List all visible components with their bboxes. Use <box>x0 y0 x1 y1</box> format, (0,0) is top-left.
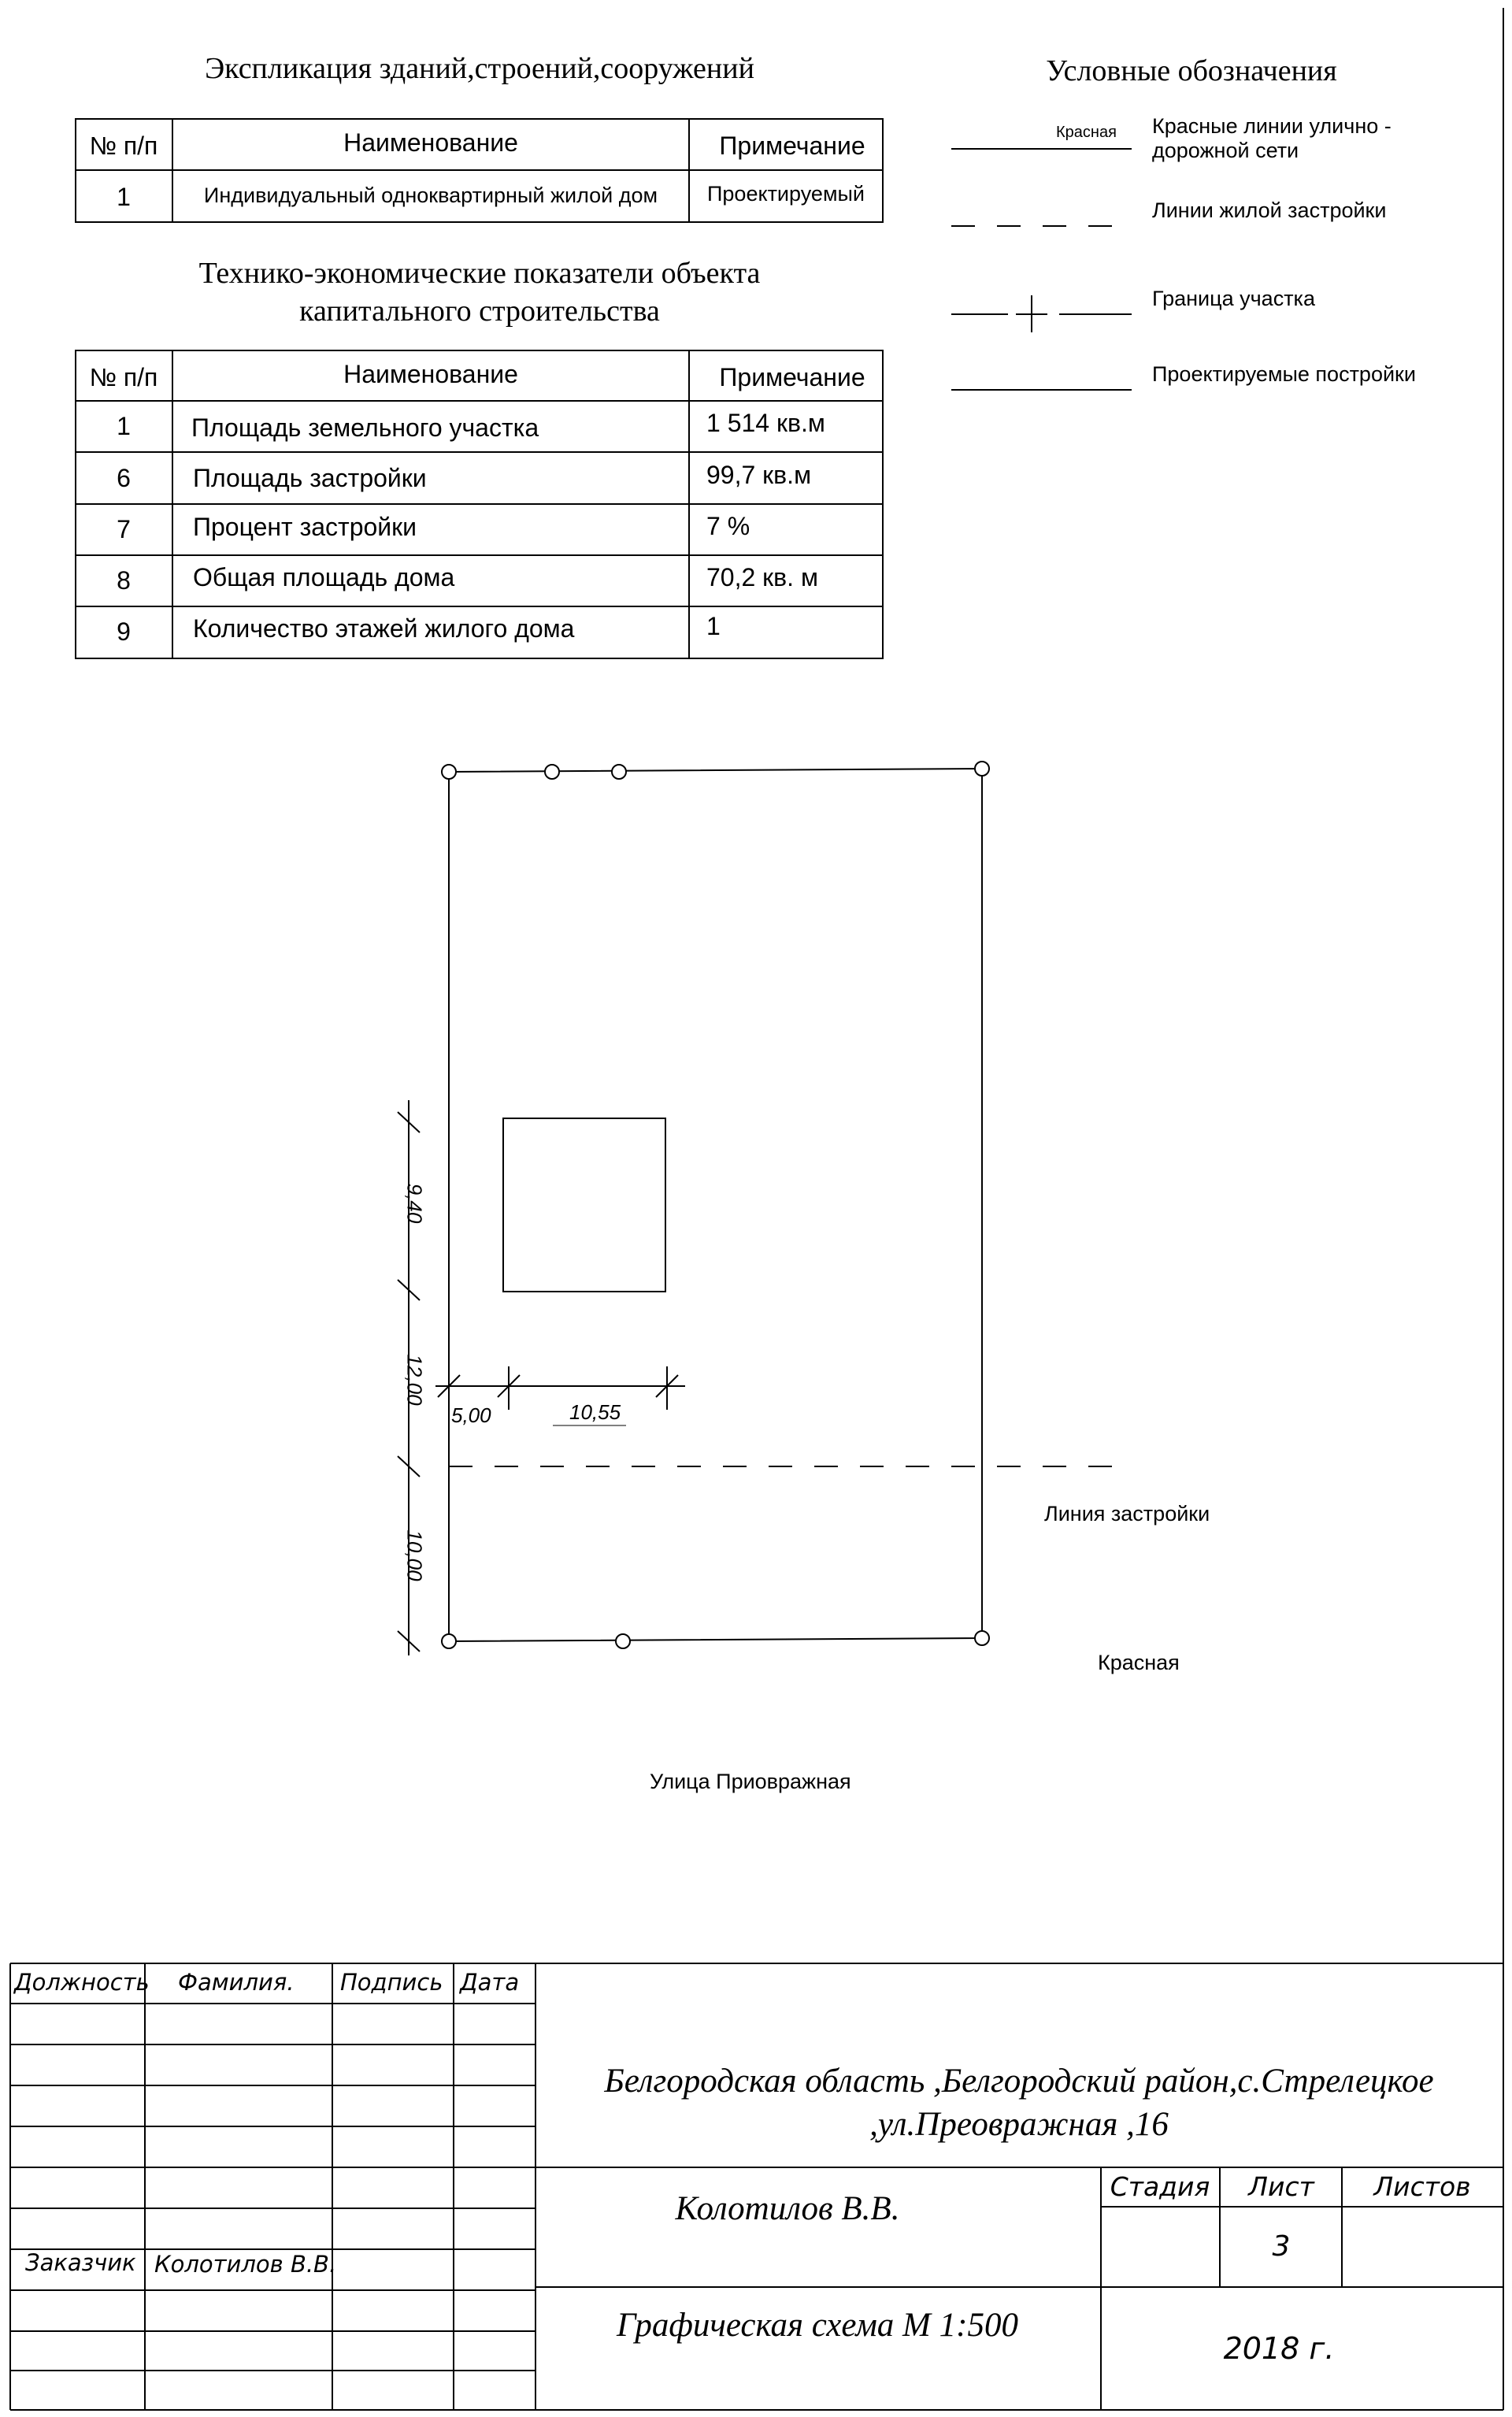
tep-row-number: 1 <box>117 412 131 440</box>
legend-plot-boundary: Граница участка <box>1152 287 1315 310</box>
tep-row-value: 7 % <box>706 512 750 540</box>
tep-header-name: Наименование <box>343 360 518 388</box>
stamp-year: 2018 г. <box>1223 2331 1335 2366</box>
explication-row-name: Индивидуальный одноквартирный жилой дом <box>203 183 658 207</box>
building-line-label: Линия застройки <box>1044 1502 1210 1525</box>
stamp-sheet-label: Лист <box>1248 2171 1314 2202</box>
tep-header-note: Примечание <box>719 363 865 391</box>
explication-header-name: Наименование <box>343 128 518 157</box>
stamp-address-line-1: Белгородская область ,Белгородский район,с.Стрелецкое <box>604 2063 1434 2100</box>
projected-house <box>503 1118 665 1292</box>
legend-projected: Проектируемые постройки <box>1152 362 1416 386</box>
street-name: Улица Приовражная <box>650 1770 851 1793</box>
legend-symbols <box>951 149 1132 390</box>
dimension-label-12-00: 12,00 <box>402 1354 427 1406</box>
legend-building-lines: Линии жилой застройки <box>1152 198 1387 222</box>
explication-row-note: Проектируемый <box>707 182 865 206</box>
tep-row-number: 7 <box>117 515 131 543</box>
stamp-sheet-number: 3 <box>1272 2230 1291 2263</box>
stamp-sheets-label: Листов <box>1373 2171 1471 2202</box>
legend-title: Условные обозначения <box>1046 54 1337 87</box>
dimension-label-10-55: 10,55 <box>569 1400 621 1424</box>
legend-red-line-tag: Красная <box>1056 124 1117 141</box>
legend-red-lines-line-2: дорожной сети <box>1152 139 1299 162</box>
tep-row-value: 1 <box>706 612 721 640</box>
tep-row-value: 1 514 кв.м <box>706 409 825 437</box>
explication-title: Экспликация зданий,строений,сооружений <box>205 52 754 85</box>
tep-row-name: Площадь застройки <box>193 464 427 492</box>
legend-red-lines-line-1: Красные линии улично - <box>1152 114 1392 138</box>
boundary-points <box>442 762 989 1648</box>
tep-row-value: 70,2 кв. м <box>706 563 818 591</box>
dimension-label-10-00: 10,00 <box>402 1529 427 1581</box>
stamp-col-date: Дата <box>460 1969 520 1996</box>
dimension-lines <box>398 1100 685 1655</box>
tep-row-name: Площадь земельного участка <box>191 413 539 442</box>
dimension-label-9-40: 9,40 <box>402 1183 427 1224</box>
explication-header-number: № п/п <box>89 132 158 160</box>
explication-row-number: 1 <box>117 183 131 211</box>
dimension-label-5-00: 5,00 <box>451 1403 491 1427</box>
explication-header-note: Примечание <box>719 132 865 160</box>
stamp-col-signature: Подпись <box>340 1969 443 1996</box>
tep-row-number: 9 <box>117 617 131 646</box>
stamp-drawing-title: Графическая схема М 1:500 <box>617 2307 1018 2344</box>
stamp-col-surname: Фамилия. <box>178 1969 295 1996</box>
stamp-address-line-2: ,ул.Преовражная ,16 <box>869 2106 1169 2143</box>
stamp-col-position: Должность <box>14 1969 150 1996</box>
tep-title-line-2: капитального строительства <box>299 295 660 328</box>
tep-row-name: Общая площадь дома <box>193 563 455 591</box>
tep-row-value: 99,7 кв.м <box>706 461 812 489</box>
plot-boundary <box>449 769 982 1641</box>
tep-header-number: № п/п <box>89 363 158 391</box>
stamp-customer-name: Колотилов В.В. <box>154 2251 337 2278</box>
tep-table-grid <box>76 350 883 658</box>
red-line-label: Красная <box>1098 1651 1180 1674</box>
stamp-stage-label: Стадия <box>1110 2171 1210 2202</box>
tep-row-name: Количество этажей жилого дома <box>193 614 575 643</box>
stamp-customer-label: Заказчик <box>25 2249 136 2276</box>
stamp-owner: Колотилов В.В. <box>675 2190 900 2227</box>
tep-row-number: 6 <box>117 464 131 492</box>
tep-row-number: 8 <box>117 566 131 595</box>
tep-row-name: Процент застройки <box>193 513 417 541</box>
tep-title-line-1: Технико-экономические показатели объекта <box>198 257 761 290</box>
